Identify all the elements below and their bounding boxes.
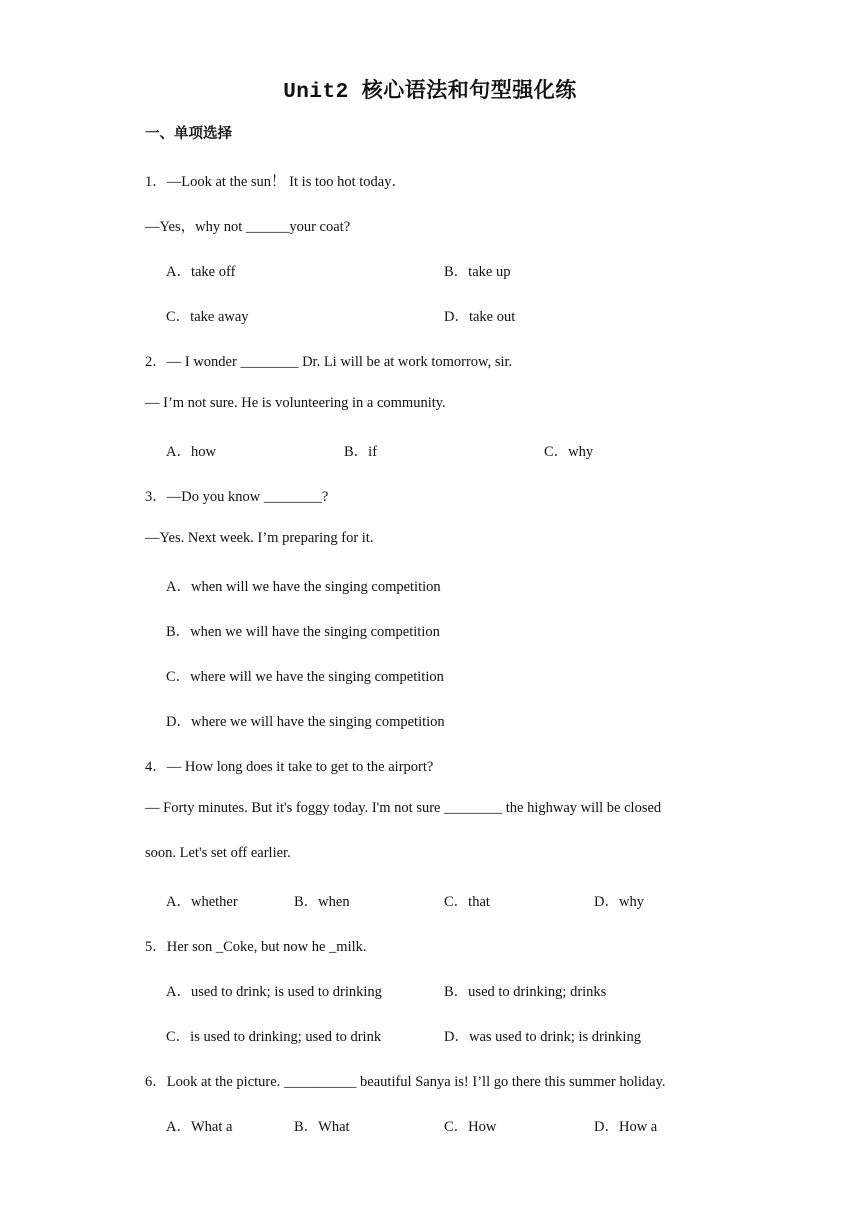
question-4-stem: 4．— How long does it take to get to the airport? bbox=[145, 759, 434, 775]
question-3-option-b: B．when we will have the singing competition bbox=[166, 624, 440, 640]
question-6-option-a: A．What a bbox=[166, 1119, 233, 1135]
question-6-option-d: D．How a bbox=[594, 1119, 658, 1135]
section-heading: 一、单项选择 bbox=[145, 126, 232, 142]
question-4-option-c: C．that bbox=[444, 894, 490, 910]
question-6-option-c: C．How bbox=[444, 1119, 497, 1135]
question-2-option-a: A．how bbox=[166, 444, 216, 460]
question-1-reply: —Yes，why not ______your coat? bbox=[145, 219, 351, 235]
question-4-option-b: B．when bbox=[294, 894, 350, 910]
question-6-stem: 6．Look at the picture. __________ beautiful Sanya is! I’ll go there this summer holiday. bbox=[145, 1074, 666, 1090]
question-2-option-b: B．if bbox=[344, 444, 378, 460]
question-3-option-a: A．when will we have the singing competition bbox=[166, 579, 441, 595]
question-5-option-c: C．is used to drinking; used to drink bbox=[166, 1029, 382, 1045]
question-5-option-b: B．used to drinking; drinks bbox=[444, 984, 607, 1000]
question-4-option-a: A．whether bbox=[166, 894, 238, 910]
question-1-stem: 1．—Look at the sun！ It is too hot today． bbox=[145, 174, 406, 190]
question-1-option-c: C．take away bbox=[166, 309, 249, 325]
question-3-option-d: D．where we will have the singing competition bbox=[166, 714, 445, 730]
question-6-option-b: B．What bbox=[294, 1119, 350, 1135]
question-5-option-a: A．used to drink; is used to drinking bbox=[166, 984, 382, 1000]
question-4-option-d: D．why bbox=[594, 894, 644, 910]
question-4-reply: — Forty minutes. But it's foggy today. I'm not sure ________ the highway will be closed bbox=[145, 800, 662, 816]
question-2-reply: — I’m not sure. He is volunteering in a community. bbox=[145, 395, 446, 411]
question-1-option-d: D．take out bbox=[444, 309, 516, 325]
question-1-option-b: B．take up bbox=[444, 264, 511, 280]
question-3-reply: —Yes. Next week. I’m preparing for it. bbox=[145, 530, 374, 546]
question-3-stem: 3．—Do you know ________? bbox=[145, 489, 329, 505]
question-2-option-c: C．why bbox=[544, 444, 594, 460]
question-2-stem: 2．— I wonder ________ Dr. Li will be at work tomorrow, sir. bbox=[145, 354, 513, 370]
question-1-option-a: A．take off bbox=[166, 264, 236, 280]
question-4-reply-continued: soon. Let's set off earlier. bbox=[145, 845, 291, 861]
question-3-option-c: C．where will we have the singing competition bbox=[166, 669, 444, 685]
question-5-stem: 5．Her son _Coke, but now he _milk. bbox=[145, 939, 367, 955]
question-5-option-d: D．was used to drink; is drinking bbox=[444, 1029, 641, 1045]
page-title: Unit2 核心语法和句型强化练 bbox=[283, 81, 577, 104]
